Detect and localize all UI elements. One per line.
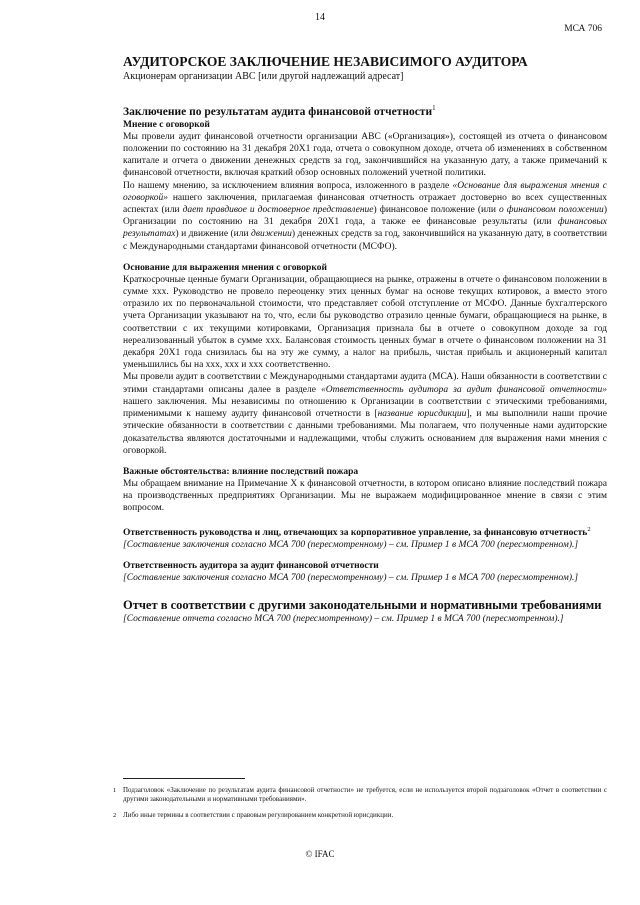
- qualified-opinion-heading: Мнение с оговоркой: [123, 119, 210, 130]
- section-heading-text: Заключение по результатам аудита финансовой отчетности: [123, 105, 433, 118]
- auditor-responsibility-heading: Ответственность аудитора за аудит финансовой отчетности: [123, 560, 379, 571]
- emphasis-heading: Важные обстоятельства: влияние последствий пожара: [123, 466, 359, 477]
- text-run: Мы провели аудит в соответствии с Международными стандартами аудита (МСА). Наши обязанности в соответствии с этими стандартами описаны далее в разделе: [123, 372, 607, 395]
- copyright-footer: © IFAC: [305, 849, 335, 859]
- basis-paragraph-1: Краткосрочные ценные бумаги Организации, обращающиеся на рынке, отражены в отчете о финансовом положении в сумме ххх. Руководство не провело переоценку этих ценных бумаг на основе текущих котировок, а вместо этого отразило их по первоначальной стоимости, что представляет собой отступление от МСФО. Данные бухгалтерского учета Организации указывают на то, что, если бы руководство отразило ценные бумаги, обращающиеся на рынке, в соответствии с их текущими котировками, Организация признала бы в отчете о совокупном доходе за год нереализованный убыток в сумме ххх. Балансовая стоимость ценных бумаг в отчете о финансовом положении на 31 декабря 20Х1 года снизилась бы на эту же сумму, а налог на прибыль, чистая прибыль и акционерный капитал уменьшились бы на ххх, ххх и ххх соответственно.: [123, 274, 607, 371]
- footnote-divider: [123, 778, 245, 779]
- text-run: По нашему мнению, за исключением влияния вопроса, изложенного в разделе: [123, 180, 453, 191]
- management-responsibility-heading: [123, 524, 607, 539]
- report-body: [123, 54, 607, 625]
- other-requirements-text: [Составление отчета согласно МСА 700 (пересмотренному) – см. Пример 1 в МСА 700 (пересмотренном).]: [123, 614, 564, 625]
- section-heading-audit-report: [123, 101, 607, 119]
- footnote-mark: 2: [113, 812, 117, 819]
- text-run: ) финансовое положение (или: [373, 205, 499, 216]
- italic-run: «Основание для выражения мнения с оговоркой»: [123, 180, 607, 203]
- management-responsibility-text: [Составление заключения согласно МСА 700 (пересмотренному) – см. Пример 1 в МСА 700 (пересмотренном).]: [123, 539, 579, 550]
- opinion-paragraph-2: [123, 180, 607, 253]
- text-run: ) денежных средств за год, закончившийся на указанную дату, в соответствии с Международными стандартами финансовой отчетности (МСФО).: [123, 229, 607, 252]
- addressee: Акционерам организации АВС [или другой надлежащий адресат]: [123, 71, 404, 82]
- standard-reference: МСА 706: [564, 24, 602, 34]
- opinion-paragraph-1: Мы провели аудит финансовой отчетности организации АВС («Организация»), состоящей из отчета о финансовом положении по состоянию на 31 декабря 20Х1 года, отчета о совокупном доходе, отчета об изменениях в собственном капитале и отчета о движении денежных средств за год, закончившийся на указанную дату, а также примечаний к финансовой отчетности, включая краткий обзор основных положений учетной политики.: [123, 131, 607, 179]
- basis-heading: Основание для выражения мнения с оговоркой: [123, 262, 327, 273]
- page-number: 14: [315, 12, 325, 23]
- text-run: нашего заключения, прилагаемая финансовая отчетность отражает достоверно во всех существенных аспектах (или: [123, 192, 607, 216]
- italic-run: движении: [251, 229, 292, 240]
- footnote-2: [113, 811, 607, 820]
- text-run: ) и движение (или: [175, 229, 252, 240]
- footnote-1: [113, 786, 607, 804]
- text-run: нашего заключения. Мы независимы по отношению к Организации в соответствии с этическими требованиями, применимыми к нашему аудиту финансовой отчетности в [: [123, 396, 607, 420]
- footnote-mark: 1: [113, 787, 117, 794]
- footnote-text: Подзаголовок «Заключение по результатам аудита финансовой отчетности» не требуется, если не используется второй подзаголовок «Отчет в соответствии с другими законодательными и нормативными требованиями».: [123, 786, 607, 803]
- heading-text: Ответственность руководства и лиц, отвечающих за корпоративное управление, за финансовую отчетность: [123, 527, 588, 538]
- emphasis-paragraph: Мы обращаем внимание на Примечание Х к финансовой отчетности, в котором описано влияние последствий пожара на производственных предприятиях Организации. Мы не выражаем модифицированное мнение в связи с этим вопросом.: [123, 478, 607, 514]
- text-run: ) Организации по состоянию на 31 декабря 20Х1 года, а также ее финансовые результаты (или: [123, 205, 607, 228]
- italic-run: «Ответственность аудитора за аудит финансовой отчетности»: [321, 384, 607, 395]
- italic-run: о финансовом положении: [498, 205, 604, 216]
- footnote-ref-1[interactable]: 1: [432, 104, 436, 112]
- footnote-ref-2[interactable]: 2: [587, 525, 591, 533]
- basis-paragraph-2: [123, 371, 607, 456]
- italic-run: дает правдивое и достоверное представление: [182, 205, 374, 216]
- italic-run: название юрисдикции: [377, 409, 467, 420]
- footnote-text: Либо иные термины в соответствии с правовым регулированием конкретной юрисдикции.: [123, 811, 394, 819]
- other-requirements-heading: Отчет в соответствии с другими законодательными и нормативными требованиями: [123, 598, 602, 613]
- footnotes: [113, 786, 607, 827]
- text-run: ], и мы выполнили наши прочие этические обязанности в соответствии с данными требованиями. Мы полагаем, что полученные нами аудиторские доказательства являются достаточными и надлежащими, чтобы служить основанием для выражения нами мнения с оговоркой.: [123, 409, 607, 456]
- auditor-responsibility-text: [Составление заключения согласно МСА 700 (пересмотренному) – см. Пример 1 в МСА 700 (пересмотренном).]: [123, 572, 579, 583]
- report-title: АУДИТОРСКОЕ ЗАКЛЮЧЕНИЕ НЕЗАВИСИМОГО АУДИТОРА: [123, 54, 528, 69]
- italic-run: финансовых результатах: [123, 217, 607, 240]
